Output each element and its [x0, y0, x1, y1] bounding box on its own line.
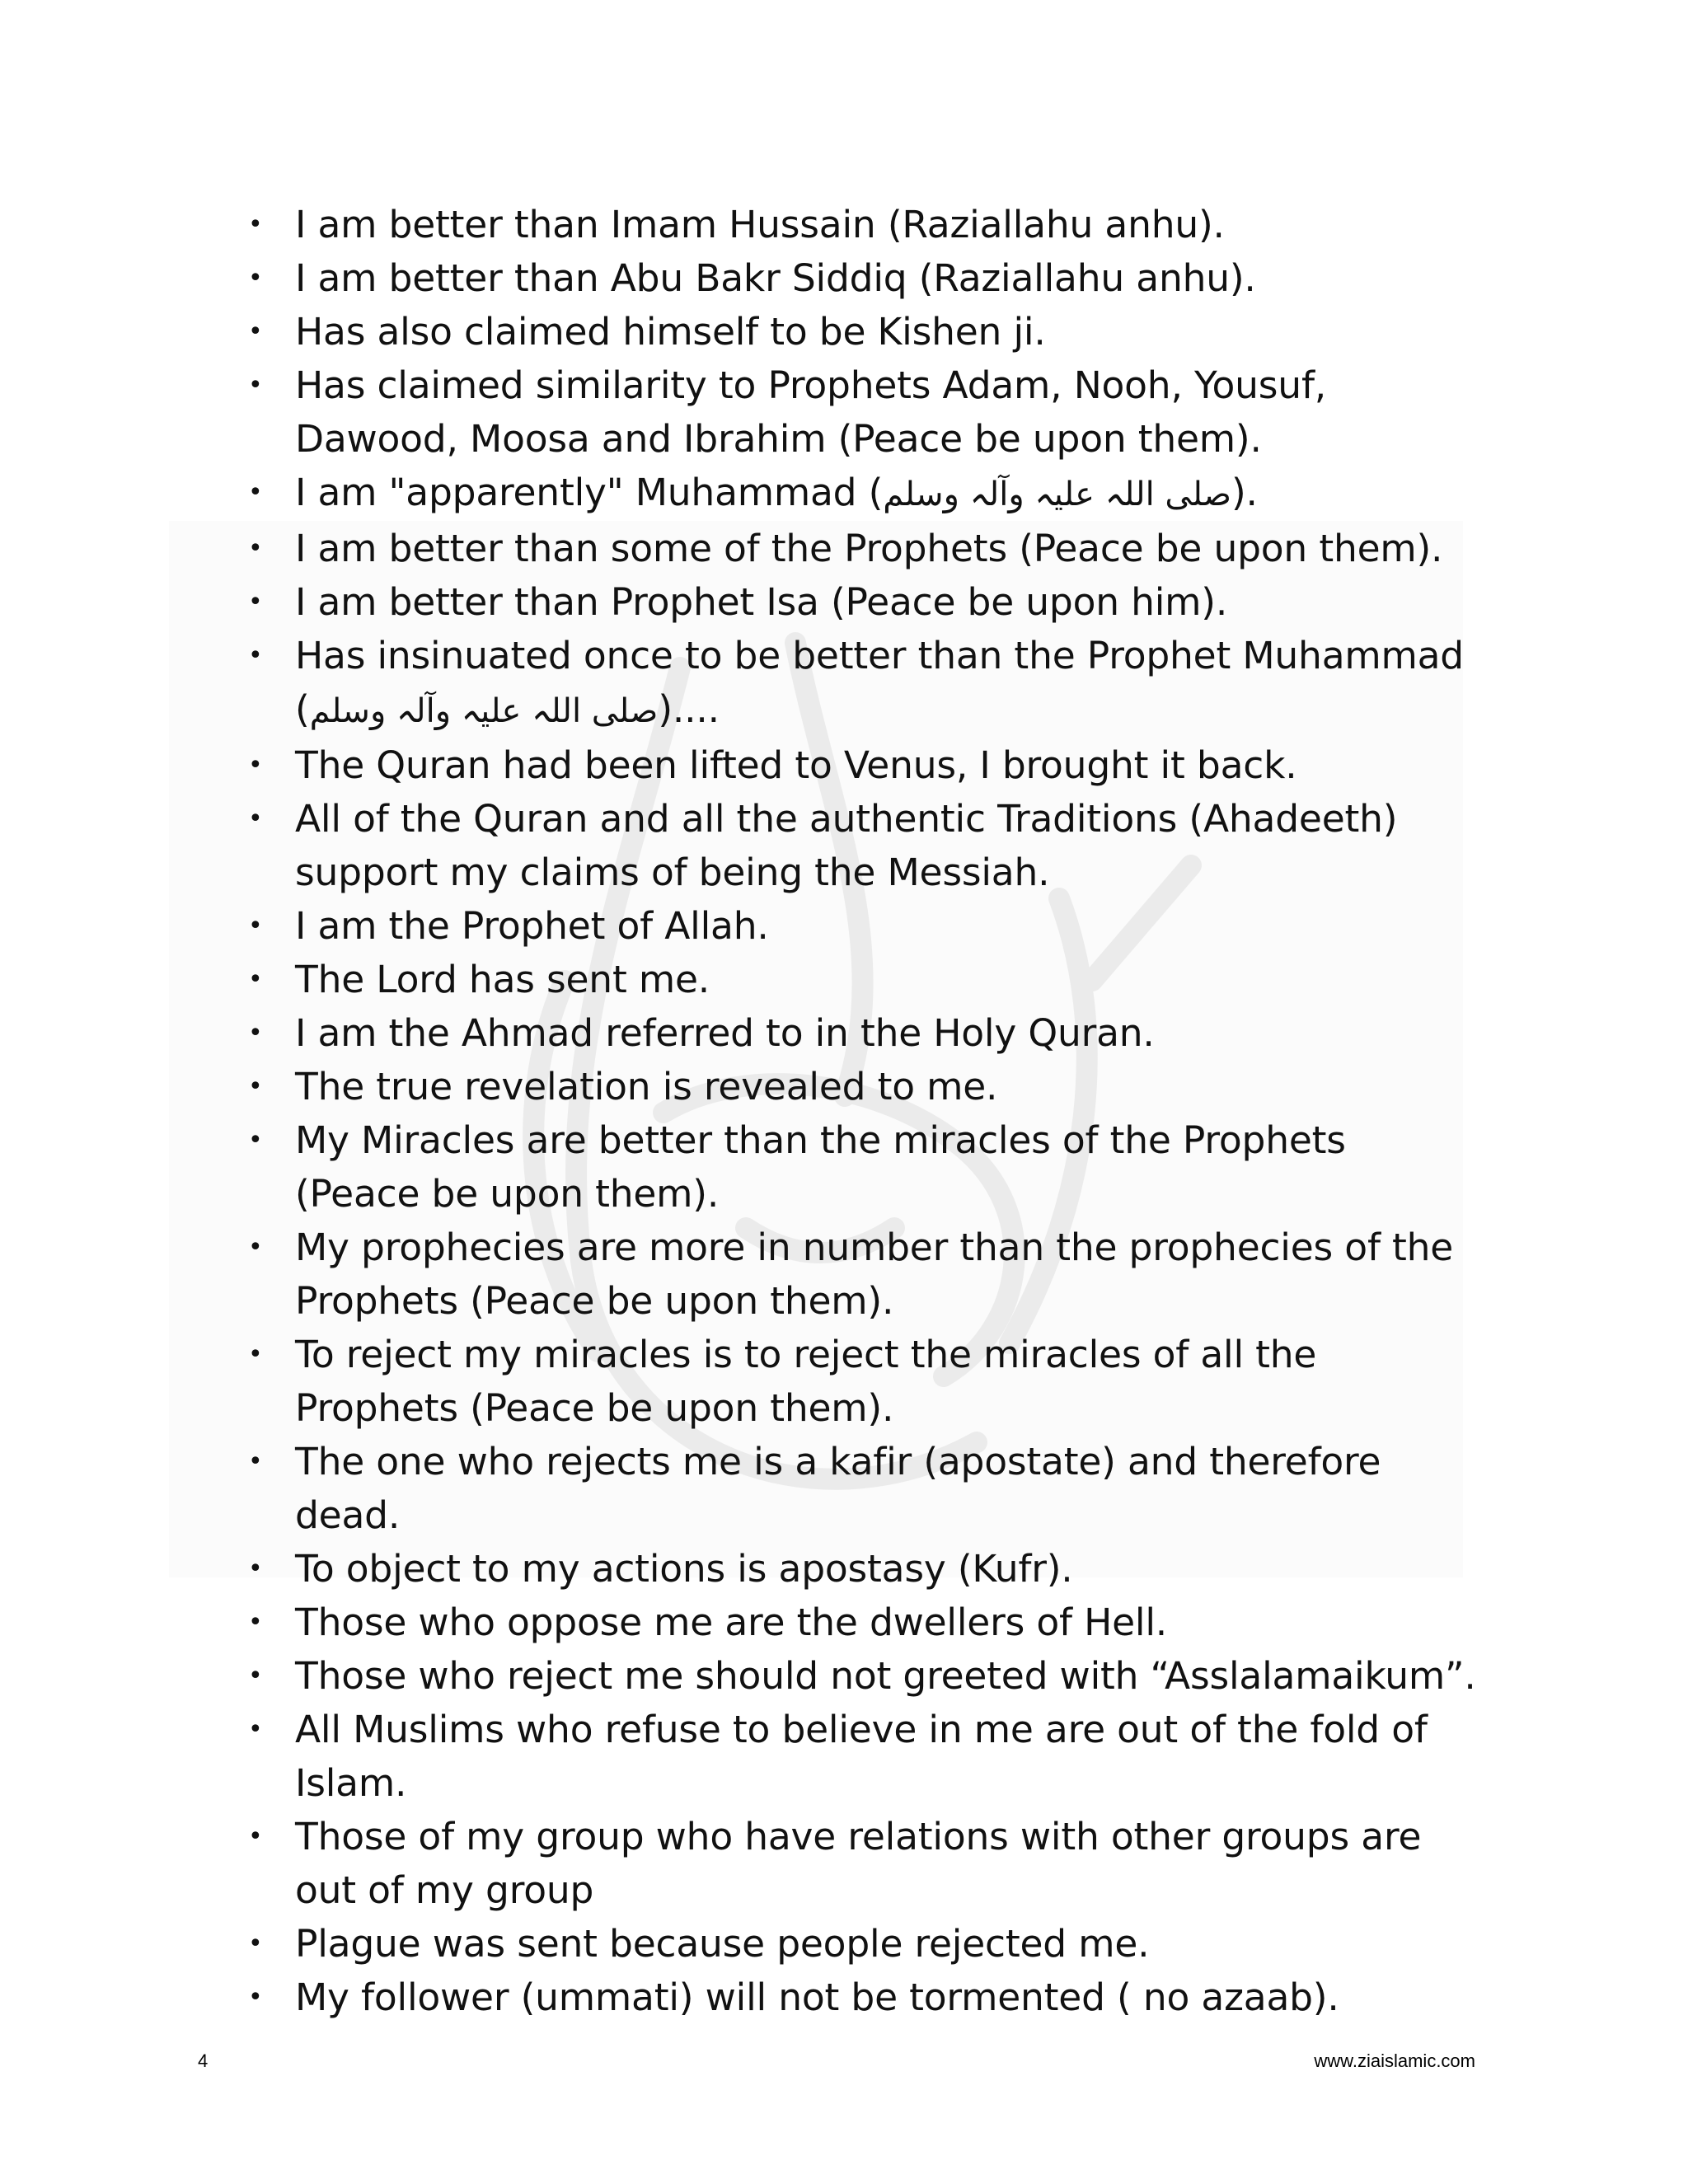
list-item — [243, 305, 1479, 359]
list-item-text: The Quran had been lifted to Venus, I brought it back. — [295, 743, 1297, 787]
list-item-text: I am better than Abu Bakr Siddiq (Raziallahu anhu). — [295, 256, 1256, 300]
list-item — [243, 1596, 1479, 1649]
claims-section — [243, 198, 1479, 2024]
list-item — [243, 466, 1479, 522]
bullet-icon: • — [248, 1554, 263, 1583]
bullet-icon: • — [248, 1126, 263, 1155]
list-item-text: I am better than Imam Hussain (Raziallahu anhu). — [295, 203, 1225, 246]
list-item-text: I am better than Prophet Isa (Peace be upon him). — [295, 580, 1228, 624]
bullet-icon: • — [248, 1447, 263, 1476]
bullet-icon: • — [248, 1233, 263, 1262]
list-item-text: My follower (ummati) will not be tormented ( no azaab). — [295, 1975, 1339, 2019]
list-item — [243, 1221, 1479, 1328]
bullet-icon: • — [248, 1715, 263, 1744]
bullet-icon: • — [248, 210, 263, 239]
list-item — [243, 738, 1479, 792]
list-item-text-suffix: ). — [1231, 471, 1258, 514]
list-item — [243, 198, 1479, 251]
list-item — [243, 522, 1479, 575]
page-number: 4 — [198, 2050, 209, 2071]
claims-list — [243, 198, 1479, 2024]
list-item-text-suffix: ).... — [658, 687, 720, 731]
list-item — [243, 1006, 1479, 1060]
bullet-icon: • — [248, 1608, 263, 1637]
list-item-text: To object to my actions is apostasy (Kufr). — [295, 1547, 1073, 1591]
list-item-text: I am better than some of the Prophets (Peace be upon them). — [295, 527, 1443, 570]
list-item — [243, 359, 1479, 466]
bullet-icon: • — [248, 804, 263, 833]
bullet-icon: • — [248, 1661, 263, 1690]
list-item-text: Has claimed similarity to Prophets Adam, Nooh, Yousuf, Dawood, Moosa and Ibrahim (Peace be upon them). — [295, 363, 1327, 461]
list-item — [243, 792, 1479, 899]
bullet-icon: • — [248, 1929, 263, 1958]
bullet-icon: • — [248, 317, 263, 346]
list-item-text: The Lord has sent me. — [295, 958, 710, 1001]
list-item — [243, 899, 1479, 953]
list-item-text: I am the Ahmad referred to in the Holy Quran. — [295, 1011, 1155, 1055]
bullet-icon: • — [248, 534, 263, 563]
bullet-icon: • — [248, 641, 263, 670]
list-item-text: My prophecies are more in number than the prophecies of the Prophets (Peace be upon them). — [295, 1226, 1454, 1323]
list-item — [243, 1542, 1479, 1596]
list-item — [243, 251, 1479, 305]
list-item — [243, 1971, 1479, 2024]
bullet-icon: • — [248, 1983, 263, 2012]
list-item-text: All Muslims who refuse to believe in me are out of the fold of Islam. — [295, 1708, 1428, 1805]
bullet-icon: • — [248, 264, 263, 293]
bullet-icon: • — [248, 478, 263, 507]
list-item — [243, 575, 1479, 629]
bullet-icon: • — [248, 1072, 263, 1101]
list-item-text: Those who reject me should not greeted with “Asslalamaikum”. — [295, 1654, 1476, 1698]
list-item — [243, 953, 1479, 1006]
bullet-icon: • — [248, 1822, 263, 1851]
arabic-salutation: صلی اللہ علیہ وآلہ وسلم — [883, 476, 1231, 513]
list-item-text: To reject my miracles is to reject the miracles of all the Prophets (Peace be upon them). — [295, 1333, 1317, 1430]
list-item — [243, 629, 1479, 738]
list-item-text: Has also claimed himself to be Kishen ji. — [295, 310, 1046, 354]
list-item — [243, 1113, 1479, 1221]
list-item-text: I am "apparently" Muhammad ( — [295, 471, 884, 514]
bullet-icon: • — [248, 371, 263, 400]
bullet-icon: • — [248, 965, 263, 994]
list-item-text: Has insinuated once to be better than the Prophet Muhammad ( — [295, 634, 1464, 731]
list-item — [243, 1060, 1479, 1113]
list-item-text: My Miracles are better than the miracles of the Prophets (Peace be upon them). — [295, 1118, 1346, 1216]
arabic-salutation: صلی اللہ علیہ وآلہ وسلم — [309, 692, 659, 730]
list-item-text: All of the Quran and all the authentic Traditions (Ahadeeth) support my claims of being the Messiah. — [295, 797, 1398, 894]
list-item-text: The true revelation is revealed to me. — [295, 1065, 998, 1108]
bullet-icon: • — [248, 751, 263, 780]
list-item — [243, 1649, 1479, 1703]
list-item — [243, 1328, 1479, 1435]
list-item — [243, 1435, 1479, 1542]
bullet-icon: • — [248, 1019, 263, 1047]
list-item-text: Those of my group who have relations with other groups are out of my group — [295, 1815, 1422, 1912]
list-item — [243, 1703, 1479, 1810]
list-item-text: I am the Prophet of Allah. — [295, 904, 769, 948]
bullet-icon: • — [248, 1340, 263, 1369]
list-item — [243, 1810, 1479, 1917]
bullet-icon: • — [248, 912, 263, 940]
list-item-text: Plague was sent because people rejected me. — [295, 1922, 1150, 1966]
list-item-text: Those who oppose me are the dwellers of Hell. — [295, 1601, 1168, 1644]
bullet-icon: • — [248, 588, 263, 616]
list-item-text: The one who rejects me is a kafir (apostate) and therefore dead. — [295, 1440, 1381, 1537]
list-item — [243, 1917, 1479, 1971]
footer-website: www.ziaislamic.com — [1314, 2050, 1475, 2071]
